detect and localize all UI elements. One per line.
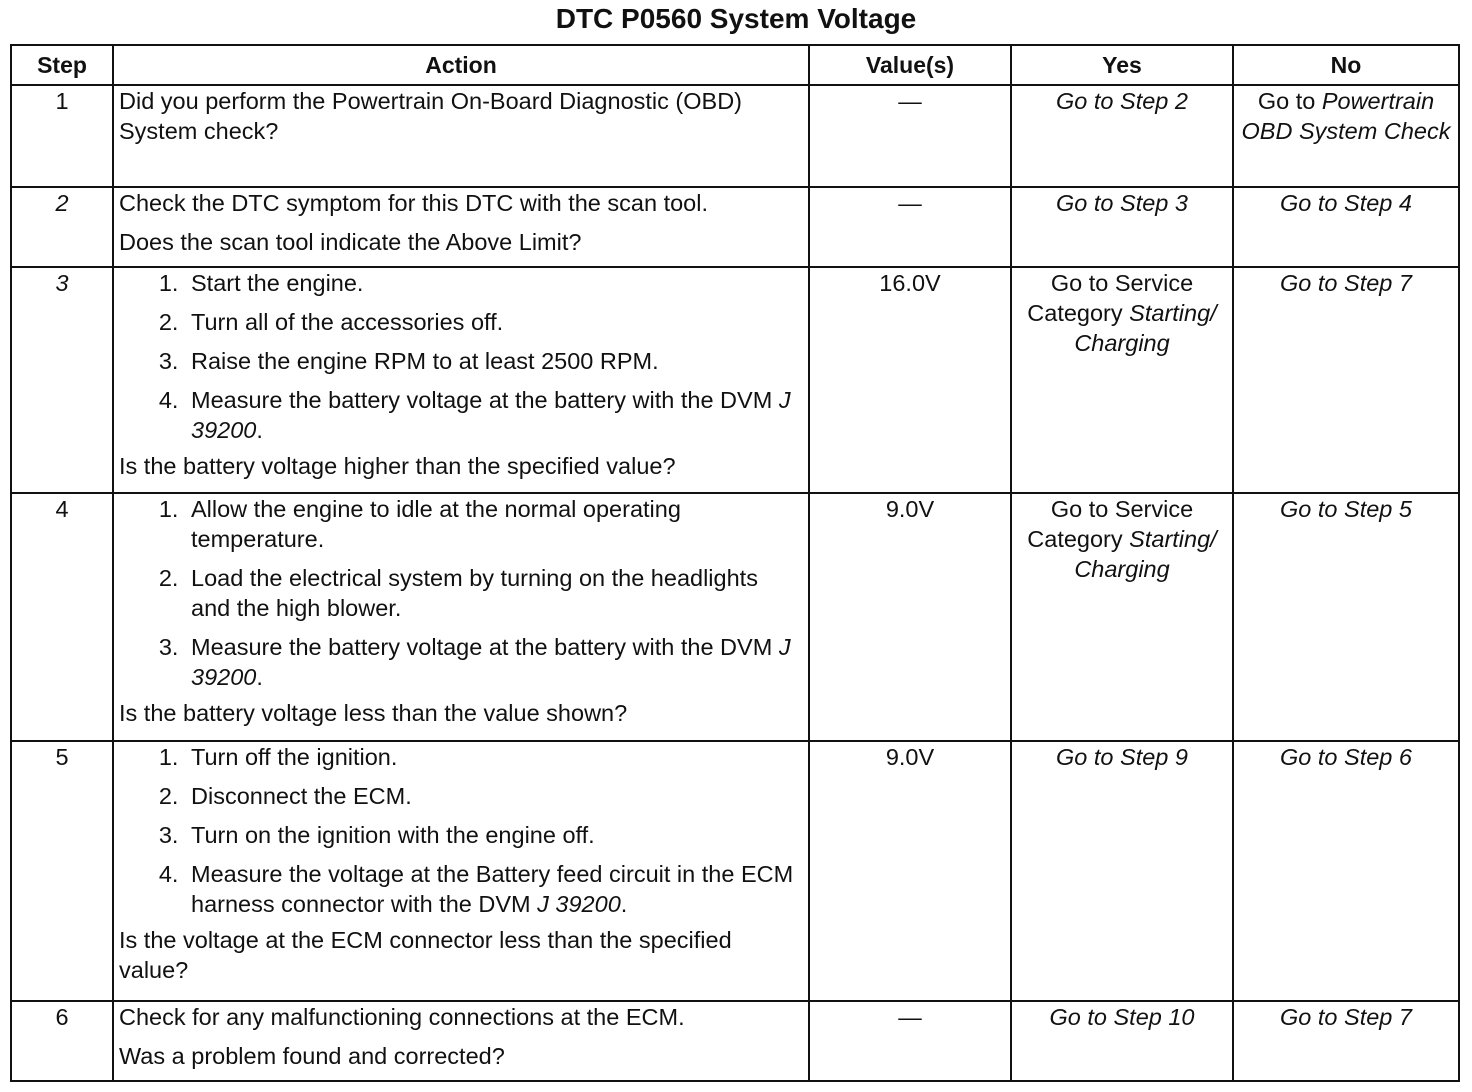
- no-cell: [1233, 741, 1459, 1001]
- yes-link[interactable]: Starting/ Charging: [1074, 300, 1217, 356]
- yes-cell: [1011, 85, 1233, 187]
- step-number: 1: [11, 85, 113, 187]
- action-cell: [113, 493, 809, 741]
- value-cell: —: [809, 85, 1011, 187]
- list-item: 3. Turn on the ignition with the engine off.: [185, 820, 803, 850]
- list-item: 2. Disconnect the ECM.: [185, 781, 803, 811]
- action-steps-list: [119, 268, 803, 445]
- no-cell: [1233, 187, 1459, 267]
- list-item: 1. Start the engine.: [185, 268, 803, 298]
- header-action: Action: [113, 45, 809, 85]
- page-title: DTC P0560 System Voltage: [555, 3, 917, 34]
- step-number: 4: [11, 493, 113, 741]
- value-cell: —: [809, 187, 1011, 267]
- table-row-step-5: [11, 741, 1459, 1001]
- table-row-step-1: [11, 85, 1459, 187]
- table-row-step-2: [11, 187, 1459, 267]
- value-cell: 9.0V: [809, 493, 1011, 741]
- action-instruction: Check for any malfunctioning connections at the ECM.: [119, 1004, 685, 1030]
- yes-prefix: Go to Service Category: [1027, 496, 1194, 552]
- no-cell: [1233, 493, 1459, 741]
- no-cell: [1233, 267, 1459, 493]
- yes-cell: [1011, 1001, 1233, 1081]
- no-cell: [1233, 1001, 1459, 1081]
- no-link[interactable]: Go to Step 5: [1280, 496, 1412, 522]
- header-yes: Yes: [1011, 45, 1233, 85]
- yes-link[interactable]: Go to Step 3: [1056, 190, 1188, 216]
- action-cell: [113, 1001, 809, 1081]
- header-step: Step: [11, 45, 113, 85]
- value-cell: 16.0V: [809, 267, 1011, 493]
- tool-reference: J 39200: [191, 634, 791, 690]
- no-link[interactable]: Go to Step 4: [1280, 190, 1412, 216]
- step-number: 5: [11, 741, 113, 1001]
- table-header-row: [11, 45, 1459, 85]
- step-number: 2: [11, 187, 113, 267]
- list-item: 1. Allow the engine to idle at the normal operating temperature.: [185, 494, 803, 554]
- yes-link[interactable]: Go to Step 9: [1056, 744, 1188, 770]
- no-link[interactable]: Go to Step 6: [1280, 744, 1412, 770]
- tool-reference: J 39200: [191, 387, 791, 443]
- yes-link[interactable]: Go to Step 2: [1056, 88, 1188, 114]
- list-item: 3. Measure the battery voltage at the battery with the DVM J 39200.: [185, 632, 803, 692]
- no-link[interactable]: Powertrain OBD System Check: [1241, 88, 1451, 144]
- value-cell: 9.0V: [809, 741, 1011, 1001]
- yes-cell: [1011, 741, 1233, 1001]
- action-steps-list: [119, 494, 803, 692]
- list-item: 2. Load the electrical system by turning on the headlights and the high blower.: [185, 563, 803, 623]
- list-item: 4. Measure the voltage at the Battery feed circuit in the ECM harness connector with the DVM J 39200.: [185, 859, 803, 919]
- yes-prefix: Go to Service Category: [1027, 270, 1194, 326]
- action-question: Did you perform the Powertrain On-Board Diagnostic (OBD) System check?: [119, 88, 742, 144]
- yes-cell: [1011, 493, 1233, 741]
- action-question: Was a problem found and corrected?: [119, 1043, 505, 1069]
- no-link[interactable]: Go to Step 7: [1280, 1004, 1412, 1030]
- action-steps-list: [119, 742, 803, 919]
- action-question: Does the scan tool indicate the Above Limit?: [119, 229, 582, 255]
- list-item: 4. Measure the battery voltage at the battery with the DVM J 39200.: [185, 385, 803, 445]
- header-no: No: [1233, 45, 1459, 85]
- action-cell: [113, 187, 809, 267]
- list-item-text: Measure the battery voltage at the battery with the DVM: [191, 634, 779, 660]
- list-item: 2. Turn all of the accessories off.: [185, 307, 803, 337]
- yes-cell: [1011, 267, 1233, 493]
- table-row-step-3: [11, 267, 1459, 493]
- action-cell: [113, 85, 809, 187]
- no-prefix: Go to: [1257, 88, 1322, 114]
- list-item: 1. Turn off the ignition.: [185, 742, 803, 772]
- action-cell: [113, 741, 809, 1001]
- yes-cell: [1011, 187, 1233, 267]
- action-question: Is the battery voltage higher than the specified value?: [119, 453, 676, 479]
- table-row-step-6: [11, 1001, 1459, 1081]
- action-cell: [113, 267, 809, 493]
- header-value: Value(s): [809, 45, 1011, 85]
- step-number: 6: [11, 1001, 113, 1081]
- action-instruction: Check the DTC symptom for this DTC with the scan tool.: [119, 190, 708, 216]
- list-item-text: Measure the battery voltage at the battery with the DVM: [191, 387, 779, 413]
- yes-link[interactable]: Go to Step 10: [1049, 1004, 1195, 1030]
- no-link[interactable]: Go to Step 7: [1280, 270, 1412, 296]
- table-row-step-4: [11, 493, 1459, 741]
- tool-reference: J 39200: [537, 891, 621, 917]
- list-item-text: Measure the voltage at the Battery feed circuit in the ECM harness connector with the DVM: [191, 861, 794, 917]
- value-cell: —: [809, 1001, 1011, 1081]
- action-question: Is the battery voltage less than the value shown?: [119, 700, 628, 726]
- action-question: Is the voltage at the ECM connector less than the specified value?: [119, 927, 732, 983]
- yes-link[interactable]: Starting/ Charging: [1074, 526, 1217, 582]
- no-cell: [1233, 85, 1459, 187]
- diagnostic-table: [10, 44, 1460, 1082]
- step-number: 3: [11, 267, 113, 493]
- list-item: 3. Raise the engine RPM to at least 2500 RPM.: [185, 346, 803, 376]
